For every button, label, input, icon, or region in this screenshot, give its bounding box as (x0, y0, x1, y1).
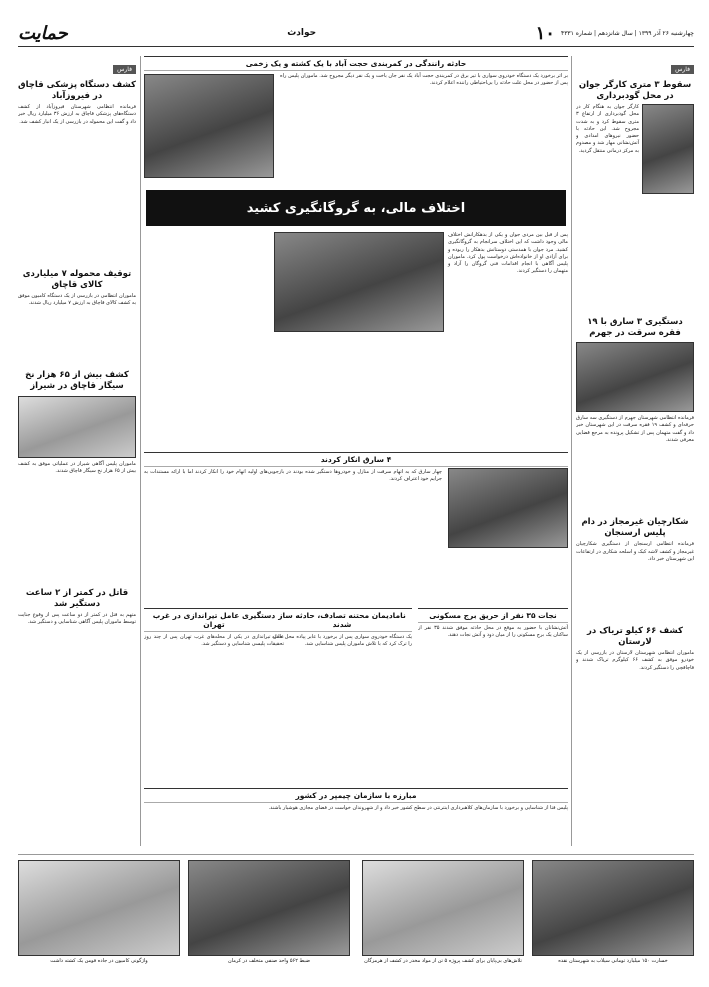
left-story3-text: ماموران پلیس آگاهی شیراز در عملیاتی موفق به کشف بیش از ۶۵ هزار نخ سیگار قاچاق شدند. (18, 460, 136, 474)
left-column (18, 56, 136, 846)
bottom-story-1-text: آتش‌نشانان با حضور به موقع در محل حادثه موفق شدند ۳۵ نفر از ساکنان یک برج مسکونی را از میان دود و آتش نجات دهند. (418, 625, 568, 639)
photo-strip-3 (188, 860, 350, 972)
photo-strip-4-caption: واژگونی کامیون در جاده فومن یک کشته داشت (50, 958, 148, 964)
photo-strip-2-image (362, 860, 524, 956)
bottom-story-1-title: نجات ۳۵ نفر از حریق برج مسکونی (418, 608, 568, 623)
left-story1-title: کشف دستگاه پزشکی قاچاق در فیروزآباد (18, 80, 136, 102)
main-headline-banner: اختلاف مالی، به گروگانگیری کشید (146, 190, 566, 226)
masthead-rule (18, 46, 694, 47)
right-column (576, 56, 694, 946)
issue-info: چهارشنبه ۲۶ آذر ۱۳۹۹ | سال شانزدهم | شماره ۴۳۳۱ (560, 29, 694, 37)
section-label: حوادث (287, 28, 317, 38)
top-story-photo (144, 74, 274, 178)
masthead (18, 22, 694, 44)
bottom-story-2-text: یک دستگاه خودروی سواری پس از برخورد با عابر پیاده محل حادثه را ترک کرد که با تلاش ماموران پلیس شناسایی شد. (272, 634, 412, 648)
left-story2-title: توقیف محموله ۷ میلیاردی کالای قاچاق (22, 268, 132, 290)
right-story2-text: فرمانده انتظامی شهرستان جهرم از دستگیری سه سارق حرفه‌ای و کشف ۱۹ فقره سرقت در این شهرستان خبر داد و گفت متهمان پس از تشکیل پرونده به مرجع قضایی معرفی شدند. (576, 415, 694, 443)
fight-story-title: مبارزه با سازمان چیمپر در کشور (144, 788, 568, 803)
left-story3-title: کشف بیش از ۶۵ هزار نخ سیگار قاچاق در شیراز (25, 370, 129, 392)
right-story4-text: ماموران انتظامی شهرستان لارستان در بازرسی از یک خودرو موفق به کشف ۶۶ کیلوگرم تریاک شدند و قاچاقچی را دستگیر کردند. (576, 650, 694, 671)
main-story-text: پس از قبل بین مردی جوان و یکی از بدهکارانش اختلاف مالی وجود داشت که این اختلاف سرانجام به گروگانگیری کشید. مرد جوان با همدستی دوستانش بدهکار را ربوده و برای آزادی او از خانواده‌اش درخواست پول کرد. ماموران پلیس آگاهی با انجام اقدامات فنی گروگان را آزاد و متهمان را دستگیر کردند. (448, 232, 568, 275)
bottom-story-3-text: عامل تیراندازی در یکی از محله‌های غرب تهران پس از چند روز تحقیقات پلیسی شناسایی و دستگیر شد. (144, 634, 284, 648)
right-story1-photo (642, 104, 694, 194)
right-story3-text: فرمانده انتظامی ارسنجان از دستگیری شکارچیان غیرمجاز و کشف لاشه کبک و اسلحه شکاری در ارتفاعات این شهرستان خبر داد. (576, 541, 694, 562)
page-number: ۱۰ (535, 22, 555, 44)
left-story1-text: فرمانده انتظامی شهرستان فیروزآباد از کشف دستگاه‌های پزشکی قاچاق به ارزش ۳۶ میلیارد ریال خبر داد و گفت این محموله در بازرسی از یک انبار کشف شد. (18, 104, 136, 125)
newspaper-logo: حمایت (18, 22, 68, 44)
photo-strip-2 (362, 860, 524, 972)
right-column-divider (571, 56, 572, 846)
photo-strip-4 (18, 860, 180, 972)
top-story-text: بر اثر برخورد یک دستگاه خودروی سواری با تیر برق در کمربندی حجت آباد یک نفر جان باخت و یک نفر دیگر مجروح شد. ماموران پلیس راه پس از حضور در محل علت حادثه را بی‌احتیاطی راننده اعلام کردند. (280, 73, 568, 87)
bottom-story-3 (144, 608, 284, 783)
right-story1-title: سقوط ۳ متری کارگر جوان در محل گودبرداری (578, 80, 692, 102)
four-thieves-story (144, 452, 568, 602)
right-story2-photo (576, 342, 694, 412)
photo-strip-1 (532, 860, 694, 972)
main-story-photo (274, 232, 444, 332)
bottom-story-2 (272, 608, 412, 783)
four-thieves-title: ۴ سارق انکار کردند (144, 452, 568, 467)
right-story1-text: کارگر جوان به هنگام کار در محل گودبرداری از ارتفاع ۳ متری سقوط کرد و به شدت مجروح شد. این حادثه با حضور نیروهای امدادی و آتش‌نشانی مهار شد و مصدوم به مرکز درمانی منتقل گردید. (576, 104, 639, 154)
bottom-story-3-title: دستگیری عامل تیراندازی در غرب تهران (144, 608, 284, 632)
fight-story (144, 788, 568, 846)
right-column-tag: فارس (671, 65, 694, 74)
photo-strip-1-image (532, 860, 694, 956)
four-thieves-photo (448, 468, 568, 548)
fight-story-text: پلیس فتا از شناسایی و برخورد با سازمان‌های کلاهبرداری اینترنتی در سطح کشور خبر داد و از شهروندان خواست در فضای مجازی هوشیار باشند. (268, 805, 568, 811)
top-story-title: حادثه رانندگی در کمربندی حجت آباد با یک کشته و یک زخمی (144, 56, 568, 71)
photo-strip-3-image (188, 860, 350, 956)
date-line (536, 23, 694, 44)
left-column-divider (140, 56, 141, 846)
photo-strip-4-image (18, 860, 180, 956)
top-story (144, 56, 568, 184)
right-story3-title: شکارچیان غیرمجاز در دام پلیس ارسنجان (581, 517, 689, 539)
left-column-tag: فارس (113, 65, 136, 74)
bottom-story-1 (418, 608, 568, 783)
photo-strip-1-caption: خسارت ۱۵۰ میلیارد تومانی سیلاب به شهرستان نقده (558, 958, 668, 964)
left-story4-text: متهم به قتل در کمتر از دو ساعت پس از وقوع جنایت توسط ماموران پلیس آگاهی شناسایی و دستگیر شد. (18, 612, 136, 626)
bottom-story-2-title: نامادیمان محتنه تصادف، حادثه ساز شدند (272, 608, 412, 632)
main-story (144, 232, 568, 447)
right-story2-title: دستگیری ۳ سارق با ۱۹ فقره سرقت در جهرم (587, 317, 683, 339)
photo-strip-2-caption: تلاش‌های بی‌پایان برای کشف پروژه ۵ تن از مواد مخدر در کشف از هرمزگان (364, 958, 522, 964)
left-story3-photo (18, 396, 136, 458)
left-story4-title: قاتل در کمتر از ۲ ساعت دستگیر شد (25, 588, 129, 610)
photo-strip-3-caption: ضبط ۵۶۲ واحد صنفی متخلف در کرمان (228, 958, 310, 964)
right-story4-title: کشف ۶۶ کیلو تریاک در لارستان (587, 626, 683, 648)
photo-strip-rule (18, 854, 694, 855)
left-story2-text: ماموران انتظامی در بازرسی از یک دستگاه کامیون موفق به کشف کالای قاچاق به ارزش ۷ میلیارد ریال شدند. (18, 292, 136, 307)
four-thieves-text: چهار سارق که به اتهام سرقت از منازل و خودروها دستگیر شده بودند در بازجویی‌های اولیه اتهام خود را انکار کردند اما با ارائه مستندات به جرایم خود اعتراف کردند. (144, 469, 442, 483)
